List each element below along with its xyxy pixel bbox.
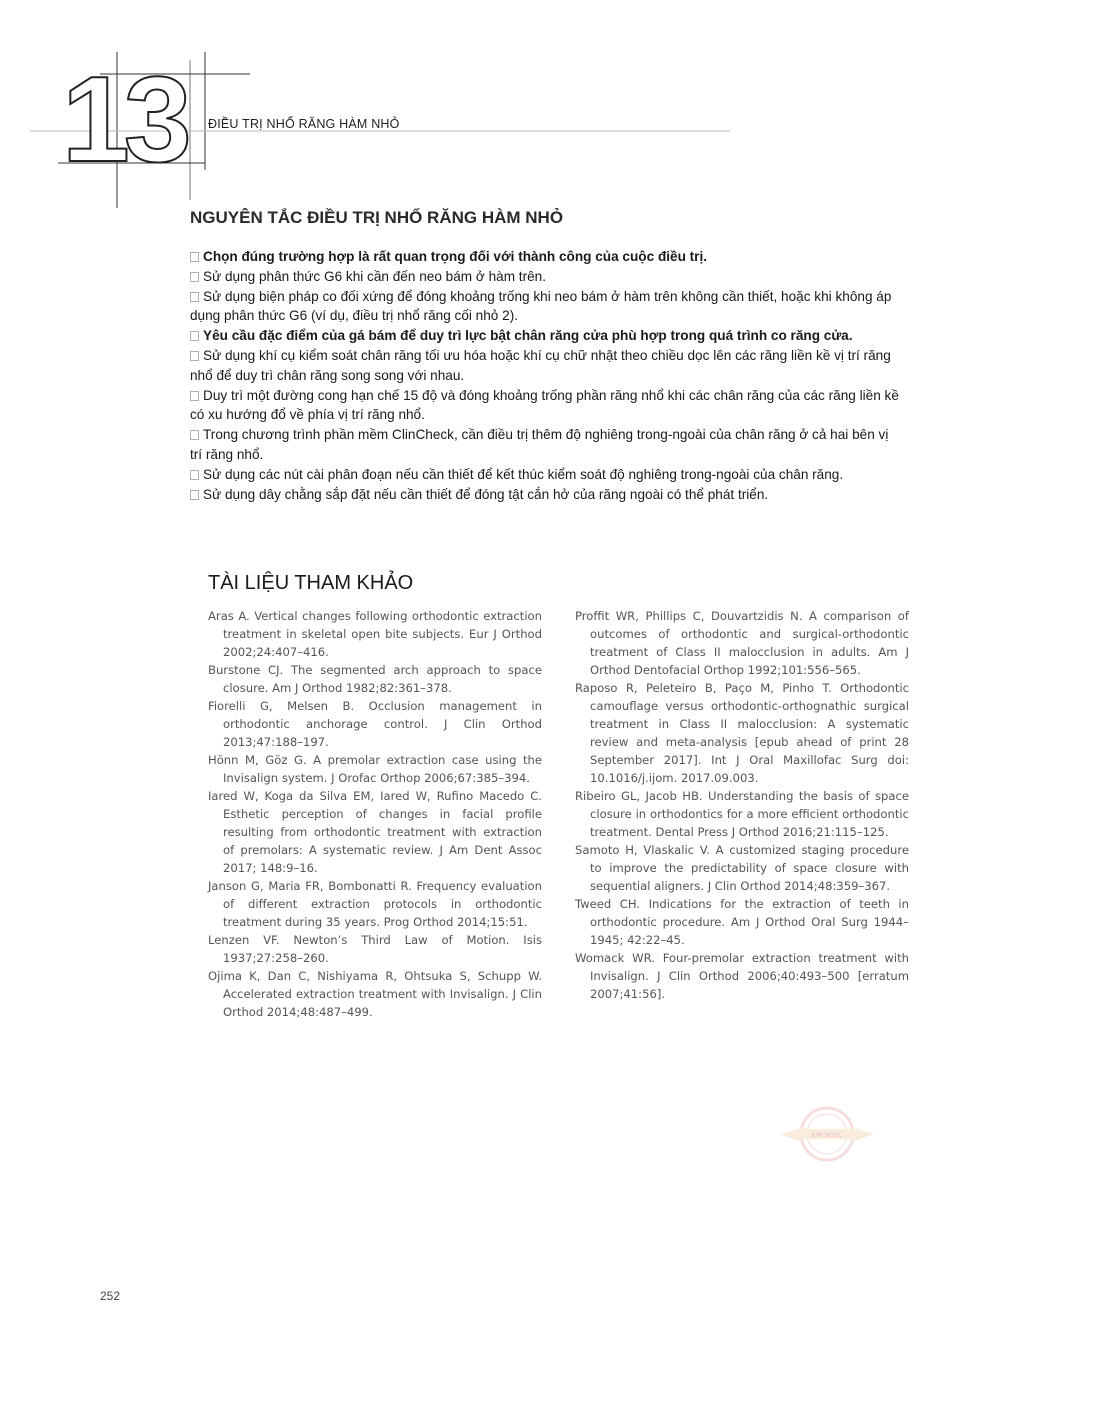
principle-item: Yêu cầu đặc điểm của gá bám để duy trì lực bật chân răng cửa phù hợp trong quá trình co răng cửa. [190, 326, 902, 346]
reference-item: Womack WR. Four-premolar extraction treatment with Invisalign. J Clin Orthod 2006;40:493–500 [erratum 2007;41:56]. [575, 951, 909, 1001]
bullet-box-icon [190, 430, 199, 440]
principle-item: Sử dụng phân thức G6 khi cần đến neo bám ở hàm trên. [190, 267, 902, 287]
watermark-stamp-icon [772, 1100, 882, 1170]
reference-item: Aras A. Vertical changes following orthodontic extraction treatment in skeletal open bite subjects. Eur J Orthod 2002;24:407–416. [208, 609, 542, 659]
reference-item: Fiorelli G, Melsen B. Occlusion management in orthodontic anchorage control. J Clin Orthod 2013;47:188–197. [208, 699, 542, 749]
references-right-column [575, 607, 909, 1003]
reference-item: Samoto H, Vlaskalic V. A customized staging procedure to improve the predictability of space closure with sequential aligners. J Clin Orthod 2014;48:359–367. [575, 843, 909, 893]
chapter-number: 13 [62, 51, 186, 187]
principles-list [190, 247, 902, 504]
bullet-box-icon [190, 351, 199, 361]
reference-item: Lenzen VF. Newton’s Third Law of Motion. Isis 1937;27:258–260. [208, 933, 542, 965]
reference-item: Iared W, Koga da Silva EM, Iared W, Rufino Macedo C. Esthetic perception of changes in facial profile resulting from orthodontic treatment with extraction of premolars: A systematic review. J Am Dent Assoc 2017; 148:9–16. [208, 789, 542, 875]
bullet-box-icon [190, 470, 199, 480]
principle-item: Trong chương trình phần mềm ClinCheck, cần điều trị thêm độ nghiêng trong-ngoài của chân răng ở cả hai bên vị trí răng nhổ. [190, 427, 889, 462]
reference-item: Proffit WR, Phillips C, Douvartzidis N. A comparison of outcomes of orthodontic and surgical-orthodontic treatment of Class II malocclusion in adults. Am J Orthod Dentofacial Orthop 1992;101:556–565. [575, 609, 909, 677]
principle-item: Sử dụng biện pháp co đối xứng để đóng khoảng trống khi neo bám ở hàm trên không cần thiết, hoặc khi không áp dụng phân thức G6 (ví dụ, điều trị nhổ răng cối nhỏ 2). [190, 288, 892, 324]
references-heading: TÀI LIỆU THAM KHẢO [208, 572, 414, 594]
reference-item: Tweed CH. Indications for the extraction of teeth in orthodontic procedure. Am J Orthod Oral Surg 1944–1945; 42:22–45. [575, 897, 909, 947]
principle-item: Sử dụng dây chằng sắp đặt nếu cần thiết để đóng tật cắn hở của răng ngoài có thể phát triển. [190, 485, 902, 505]
reference-item: Raposo R, Peleteiro B, Paço M, Pinho T. Orthodontic camouflage versus orthodontic-orthognathic surgical treatment in Class II malocclusion: A systematic review and meta-analysis [epub ahead of print 28 September 2017]. Int J Oral Maxillofac Surg doi: 10.1016/j.ijom. 2017.09.003. [575, 681, 909, 785]
references-left-column [208, 607, 542, 1021]
bullet-box-icon [190, 272, 199, 282]
reference-item: Burstone CJ. The segmented arch approach to space closure. Am J Orthod 1982;82:361–378. [208, 663, 542, 695]
reference-item: Janson G, Maria FR, Bombonatti R. Frequency evaluation of different extraction protocols in orthodontic treatment during 35 years. Prog Orthod 2014;15:51. [208, 879, 542, 929]
principle-item: Sử dụng các nút cài phân đoạn nếu cần thiết để kết thúc kiểm soát độ nghiêng trong-ngoài của chân răng. [190, 465, 902, 485]
watermark-text: KIM NGỌC [811, 1132, 843, 1139]
bullet-box-icon [190, 292, 199, 302]
bullet-box-icon [190, 391, 199, 401]
section-heading: NGUYÊN TẮC ĐIỀU TRỊ NHỔ RĂNG HÀM NHỎ [190, 208, 564, 227]
chapter-title: ĐIỀU TRỊ NHỔ RĂNG HÀM NHỎ [208, 117, 400, 131]
reference-item: Ribeiro GL, Jacob HB. Understanding the basis of space closure in orthodontics for a more efficient orthodontic treatment. Dental Press J Orthod 2016;21:115–125. [575, 789, 909, 839]
reference-item: Hönn M, Göz G. A premolar extraction case using the Invisalign system. J Orofac Orthop 2006;67:385–394. [208, 753, 542, 785]
page-number: 252 [100, 1289, 121, 1303]
principle-item: Sử dụng khí cụ kiểm soát chân răng tối ưu hóa hoặc khí cụ chữ nhật theo chiều dọc lên các răng liền kề vị trí răng nhổ để duy trì chân răng song song với nhau. [190, 347, 891, 383]
bullet-box-icon [190, 490, 199, 500]
bullet-box-icon [190, 252, 199, 262]
principle-item: Duy trì một đường cong hạn chế 15 độ và đóng khoảng trống phần răng nhổ khi các chân răng của các răng liền kề có xu hướng đổ về phía vị trí răng nhổ. [190, 387, 899, 423]
reference-item: Ojima K, Dan C, Nishiyama R, Ohtsuka S, Schupp W. Accelerated extraction treatment with Invisalign. J Clin Orthod 2014;48:487–499. [208, 969, 542, 1019]
bullet-box-icon [190, 331, 199, 341]
principle-item: Chọn đúng trường hợp là rất quan trọng đối với thành công của cuộc điều trị. [190, 247, 902, 267]
